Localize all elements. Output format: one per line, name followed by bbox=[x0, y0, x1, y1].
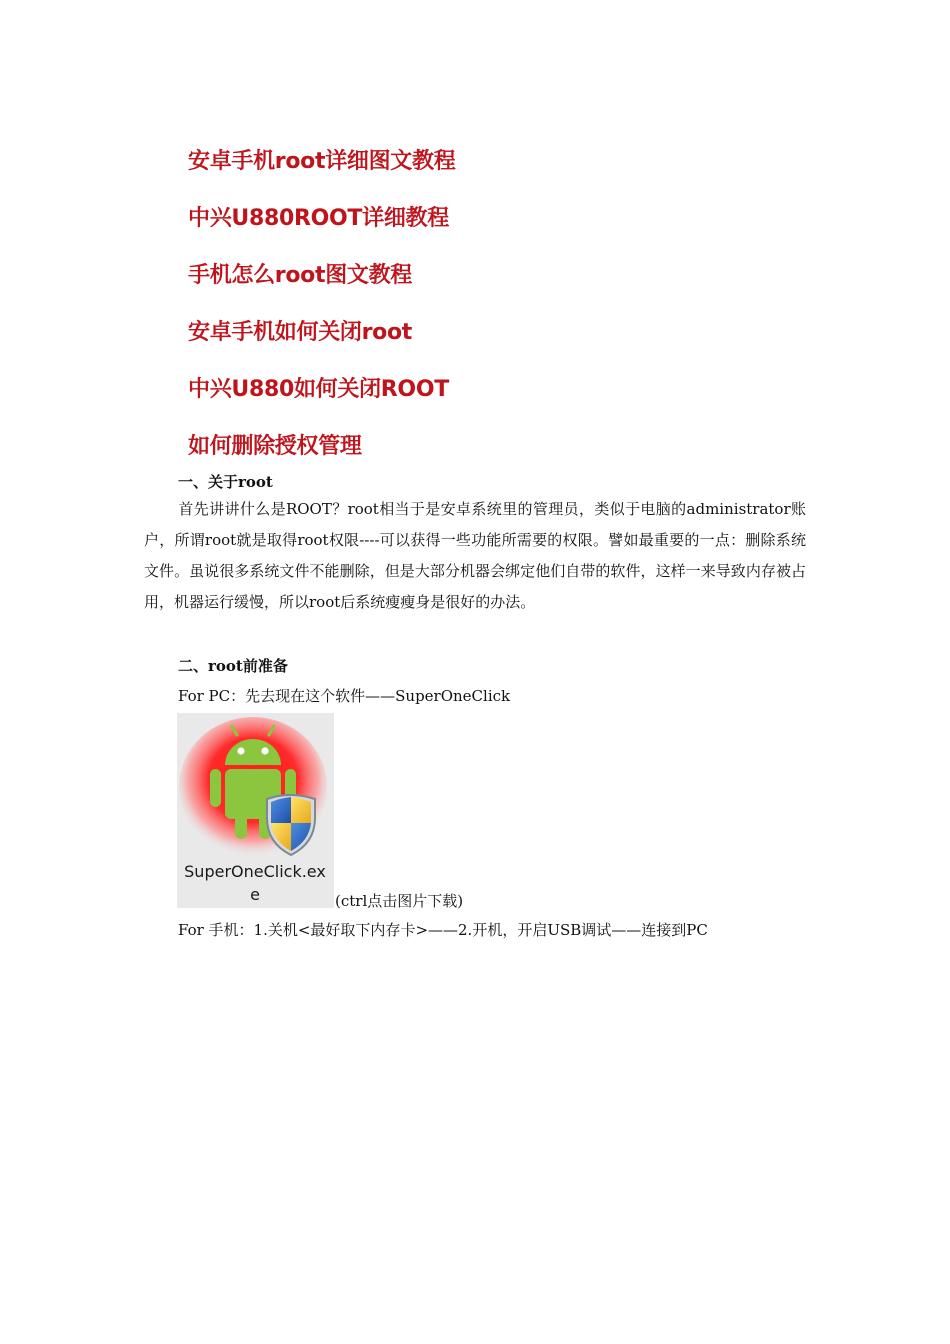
for-phone-line: For 手机：1.关机<最好取下内存卡>——2.开机，开启USB调试——连接到PC bbox=[178, 921, 708, 939]
superoneclick-download-image[interactable] bbox=[177, 713, 334, 908]
for-pc-line: For PC：先去现在这个软件——SuperOneClick bbox=[178, 687, 511, 705]
link-android-disable-root[interactable]: 安卓手机如何关闭root bbox=[188, 320, 412, 345]
section1-paragraph bbox=[144, 494, 806, 618]
link-how-to-root-phone[interactable]: 手机怎么root图文教程 bbox=[188, 263, 412, 288]
related-links bbox=[188, 133, 455, 475]
download-caption: (ctrl点击图片下载) bbox=[335, 892, 464, 910]
icon-label-line2: e bbox=[250, 885, 260, 904]
superoneclick-icon bbox=[177, 713, 334, 908]
link-zte-u880-root-tutorial[interactable]: 中兴U880ROOT详细教程 bbox=[188, 206, 449, 231]
section2-heading: 二、root前准备 bbox=[178, 657, 288, 675]
section1-paragraph-text: 首先讲讲什么是ROOT？root相当于是安卓系统里的管理员，类似于电脑的administrator账户，所谓root就是取得root权限----可以获得一些功能所需要的权限。譬如最重要的一点：删除系统文件。虽说很多系统文件不能删除，但是大部分机器会绑定他们自带的软件，这样一来导致内存被占用，机器运行缓慢，所以root后系统瘦瘦身是很好的办法。 bbox=[144, 500, 806, 611]
icon-label-line1: SuperOneClick.ex bbox=[184, 862, 326, 881]
link-delete-authorization[interactable]: 如何删除授权管理 bbox=[188, 434, 362, 459]
section1-heading: 一、关于root bbox=[178, 473, 273, 491]
link-android-root-tutorial[interactable]: 安卓手机root详细图文教程 bbox=[188, 149, 456, 174]
link-zte-u880-disable-root[interactable]: 中兴U880如何关闭ROOT bbox=[188, 377, 449, 402]
